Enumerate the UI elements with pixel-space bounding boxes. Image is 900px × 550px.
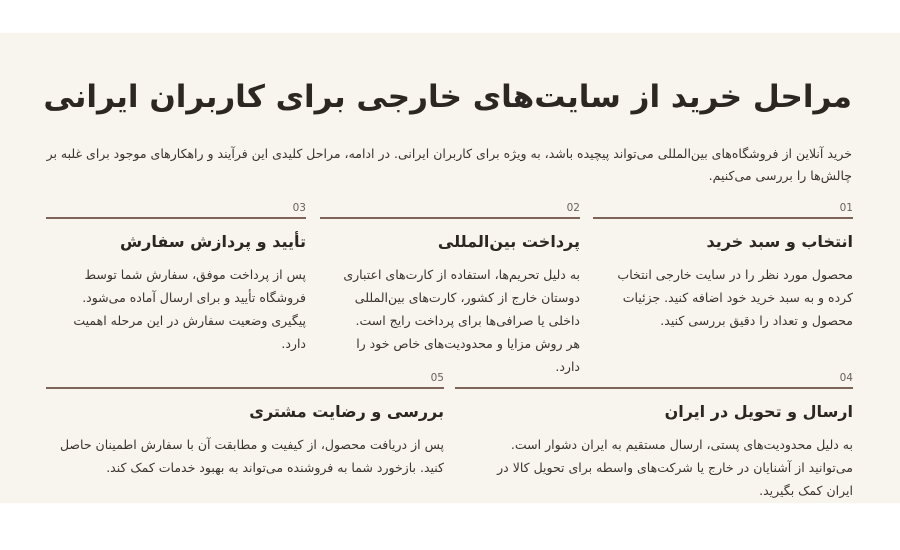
step-divider	[455, 387, 853, 389]
step-1	[593, 201, 853, 332]
step-number: 02	[566, 202, 580, 214]
step-4	[455, 371, 853, 502]
step-description: به دلیل محدودیت‌های پستی، ارسال مستقیم به ایران دشوار است. می‌توانید از آشنایان در خارج یا شرکت‌های واسطه برای تحویل کالا در ایران کمک بگیرید.	[497, 437, 853, 498]
step-number: 04	[839, 372, 853, 384]
intro-paragraph: خرید آنلاین از فروشگاه‌های بین‌المللی می‌تواند پیچیده باشد، به ویژه برای کاربران ایرانی. در ادامه، مراحل کلیدی این فرآیند و راهکارهای موجود برای غلبه بر چالش‌ها را بررسی می‌کنیم.	[46, 146, 852, 183]
step-number: 05	[430, 372, 444, 384]
step-number: 03	[292, 202, 306, 214]
step-5	[46, 371, 444, 479]
step-2	[320, 201, 580, 378]
step-3	[46, 201, 306, 355]
step-divider	[46, 387, 444, 389]
step-divider	[593, 217, 853, 219]
page-title: مراحل خرید از سایت‌های خارجی برای کاربران ایرانی	[43, 79, 852, 115]
step-description: محصول مورد نظر را در سایت خارجی انتخاب کرده و به سبد خرید خود اضافه کنید. جزئیات محصول و تعداد را دقیق بررسی کنید.	[617, 267, 853, 328]
step-divider	[320, 217, 580, 219]
step-heading: ارسال و تحویل در ایران	[664, 402, 853, 421]
step-heading: بررسی و رضایت مشتری	[249, 402, 444, 421]
content-card	[0, 33, 900, 503]
step-description: پس از دریافت محصول، از کیفیت و مطابقت آن با سفارش اطمینان حاصل کنید. بازخورد شما به فروشنده می‌تواند به بهبود خدمات کمک کند.	[59, 437, 444, 475]
step-divider	[46, 217, 306, 219]
step-heading: تأیید و پردازش سفارش	[120, 232, 306, 251]
step-number: 01	[839, 202, 853, 214]
step-description: به دلیل تحریم‌ها، استفاده از کارت‌های اعتباری دوستان خارج از کشور، کارت‌های بین‌المللی داخلی یا صرافی‌ها برای پرداخت رایج است. هر روش مزایا و محدودیت‌های خاص خود را دارد.	[343, 267, 580, 374]
step-heading: انتخاب و سبد خرید	[706, 232, 853, 251]
step-description: پس از پرداخت موفق، سفارش شما توسط فروشگاه تأیید و برای ارسال آماده می‌شود. پیگیری وضعیت سفارش در این مرحله اهمیت دارد.	[73, 267, 306, 351]
step-heading: پرداخت بین‌المللی	[437, 232, 580, 251]
